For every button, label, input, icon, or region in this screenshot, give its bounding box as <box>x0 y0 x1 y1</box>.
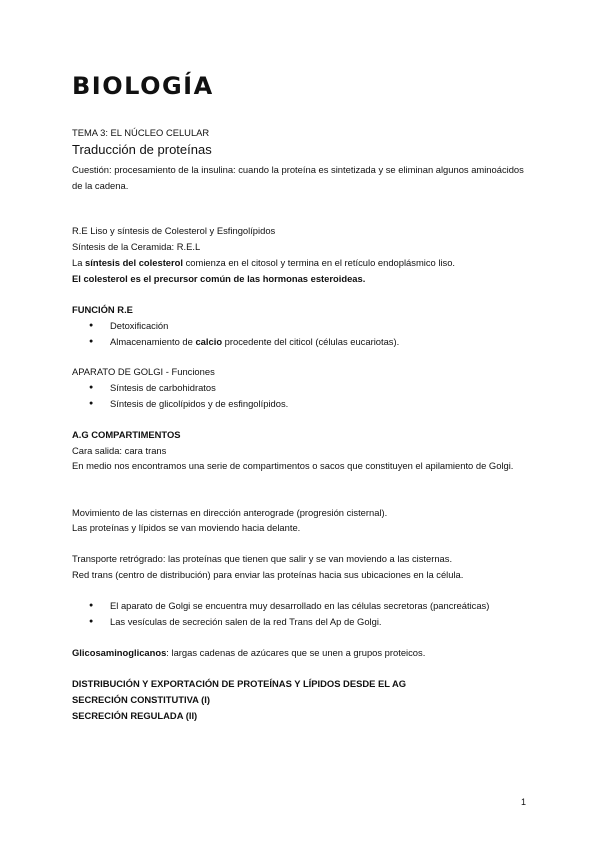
ag-line: Red trans (centro de distribución) para enviar las proteínas hacia sus ubicaciones en la célula. <box>72 569 464 580</box>
golgi-list <box>72 380 288 412</box>
list-item: ● Las vesículas de secreción salen de la red Trans del Ap de Golgi. <box>72 614 489 630</box>
list-item: ● El aparato de Golgi se encuentra muy desarrollado en las células secretoras (pancreáticas) <box>72 598 489 614</box>
glicosaminoglicanos-line: Glicosaminoglicanos: largas cadenas de azúcares que se unen a grupos proteicos. <box>72 647 426 658</box>
ceramida-line: Síntesis de la Ceramida: R.E.L <box>72 241 201 252</box>
distribution-heading: DISTRIBUCIÓN Y EXPORTACIÓN DE PROTEÍNAS Y LÍPIDOS DESDE EL AG <box>72 678 407 689</box>
section-subtitle: Traducción de proteínas <box>72 142 212 157</box>
ag-line: Movimiento de las cisternas en dirección anterograde (progresión cisternal). <box>72 507 388 518</box>
ag-line: Cara salida: cara trans <box>72 445 167 456</box>
golgi-heading: APARATO DE GOLGI - Funciones <box>72 366 215 377</box>
colesterol-line: La síntesis del colesterol comienza en el citosol y termina en el retículo endoplásmico liso. <box>72 257 456 268</box>
funcion-re-heading: FUNCIÓN R.E <box>72 304 133 315</box>
secrecion-regulada: SECRECIÓN REGULADA (II) <box>72 710 198 721</box>
list-item: ● Síntesis de carbohidratos <box>72 380 288 396</box>
ag-bullet-list <box>72 598 489 630</box>
question-paragraph: Cuestión: procesamiento de la insulina: cuando la proteína es sintetizada y se eliminan algunos aminoácidos de la cadena. <box>72 164 524 191</box>
ag-line: Las proteínas y lípidos se van moviendo hacia delante. <box>72 522 301 533</box>
list-item: ● Síntesis de glicolípidos y de esfingolípidos. <box>72 396 288 412</box>
ag-line: Transporte retrógrado: las proteínas que tienen que salir y se van moviendo a las cisternas. <box>72 553 453 564</box>
funcion-re-list <box>72 318 399 350</box>
topic-heading: TEMA 3: EL NÚCLEO CELULAR <box>72 127 210 138</box>
ag-line: En medio nos encontramos una serie de compartimentos o sacos que constituyen el apilamiento de Golgi. <box>72 460 514 471</box>
ag-heading: A.G COMPARTIMENTOS <box>72 429 181 440</box>
page-number: 1 <box>521 797 527 807</box>
document-title: BIOLOGÍA <box>72 72 214 100</box>
list-item: ● Almacenamiento de calcio procedente del citicol (células eucariotas). <box>72 334 399 350</box>
secrecion-constitutiva: SECRECIÓN CONSTITUTIVA (I) <box>72 694 211 705</box>
list-item: ● Detoxificación <box>72 318 399 334</box>
precursor-line: El colesterol es el precursor común de las hormonas esteroideas. <box>72 273 366 284</box>
rel-liso-line: R.E Liso y síntesis de Colesterol y Esfingolípidos <box>72 225 276 236</box>
